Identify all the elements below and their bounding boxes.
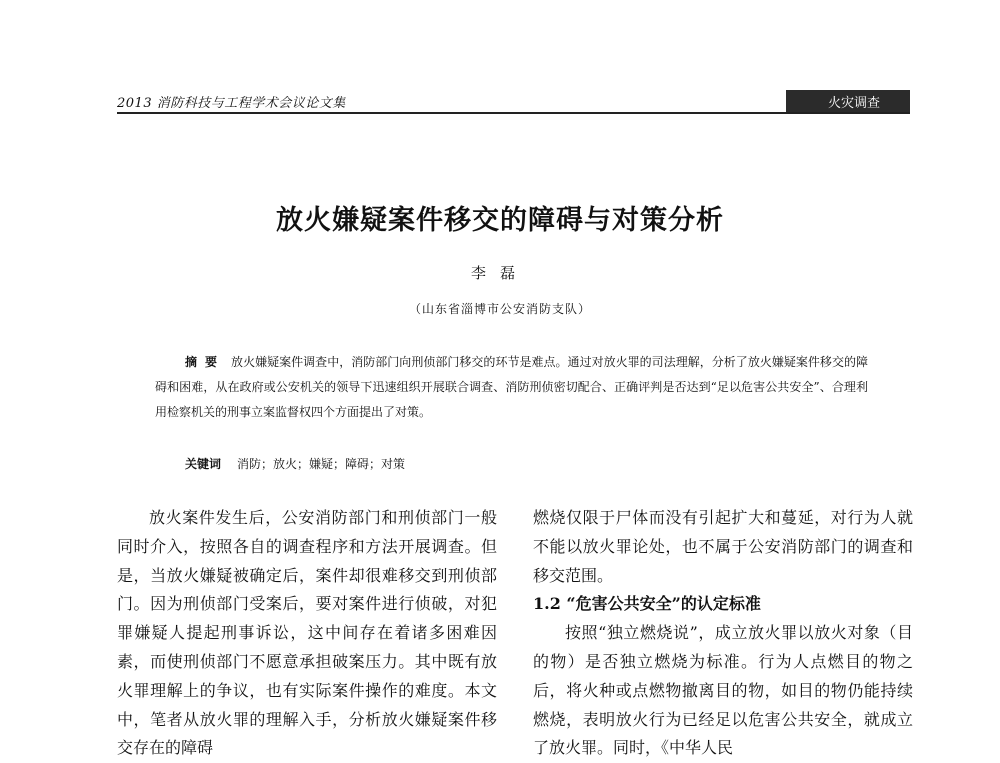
keywords-label: 关键词: [185, 457, 222, 471]
section-heading: 1.2 “危害公共安全”的认定标准: [533, 594, 761, 614]
journal-name: 2013 消防科技与工程学术会议论文集: [117, 96, 346, 111]
running-header: [117, 90, 910, 114]
abstract-label: 摘要: [185, 355, 226, 369]
abstract-text: 放火嫌疑案件调查中，消防部门向刑侦部门移交的环节是难点。通过对放火罪的司法理解，分析了放火嫌疑案件移交的障碍和困难，从在政府或公安机关的领导下迅速组织开展联合调查、消防刑侦密切配合、正确评判是否达到“足以危害公共安全”、合理利用检察机关的刑事立案监督权四个方面提出了对策。: [155, 355, 868, 419]
abstract: [155, 350, 868, 425]
paper-title: 放火嫌疑案件移交的障碍与对策分析: [276, 205, 724, 236]
keywords: [185, 452, 405, 477]
body-paragraph: 燃烧仅限于尸体而没有引起扩大和蔓延，对行为人就不能以放火罪论处，也不属于公安消防部门的调查和移交范围。: [533, 508, 913, 585]
section-tag: 火灾调查: [786, 90, 910, 112]
author-affiliation: （山东省淄博市公安消防支队）: [408, 302, 591, 316]
author-name: 李磊: [470, 264, 529, 282]
body-column-right: [533, 504, 913, 763]
body-paragraph: 按照“独立燃烧说”，成立放火罪以放火对象（目的物）是否独立燃烧为标准。行为人点燃目的物之后，将火种或点燃物撤离目的物，如目的物仍能持续燃烧，表明放火行为已经足以危害公共安全，就成立了放火罪。同时，《中华人民: [533, 623, 913, 758]
body-column-left: [117, 504, 497, 763]
body-paragraph: 放火案件发生后，公安消防部门和刑侦部门一般同时介入，按照各自的调查程序和方法开展调查。但是，当放火嫌疑被确定后，案件却很难移交到刑侦部门。因为刑侦部门受案后，要对案件进行侦破，对犯罪嫌疑人提起刑事诉讼，这中间存在着诸多困难因素，而使刑侦部门不愿意承担破案压力。其中既有放火罪理解上的争议，也有实际案件操作的难度。本文中，笔者从放火罪的理解入手，分析放火嫌疑案件移交存在的障碍: [117, 508, 497, 758]
keywords-text: 消防；放火；嫌疑；障碍；对策: [237, 457, 406, 471]
